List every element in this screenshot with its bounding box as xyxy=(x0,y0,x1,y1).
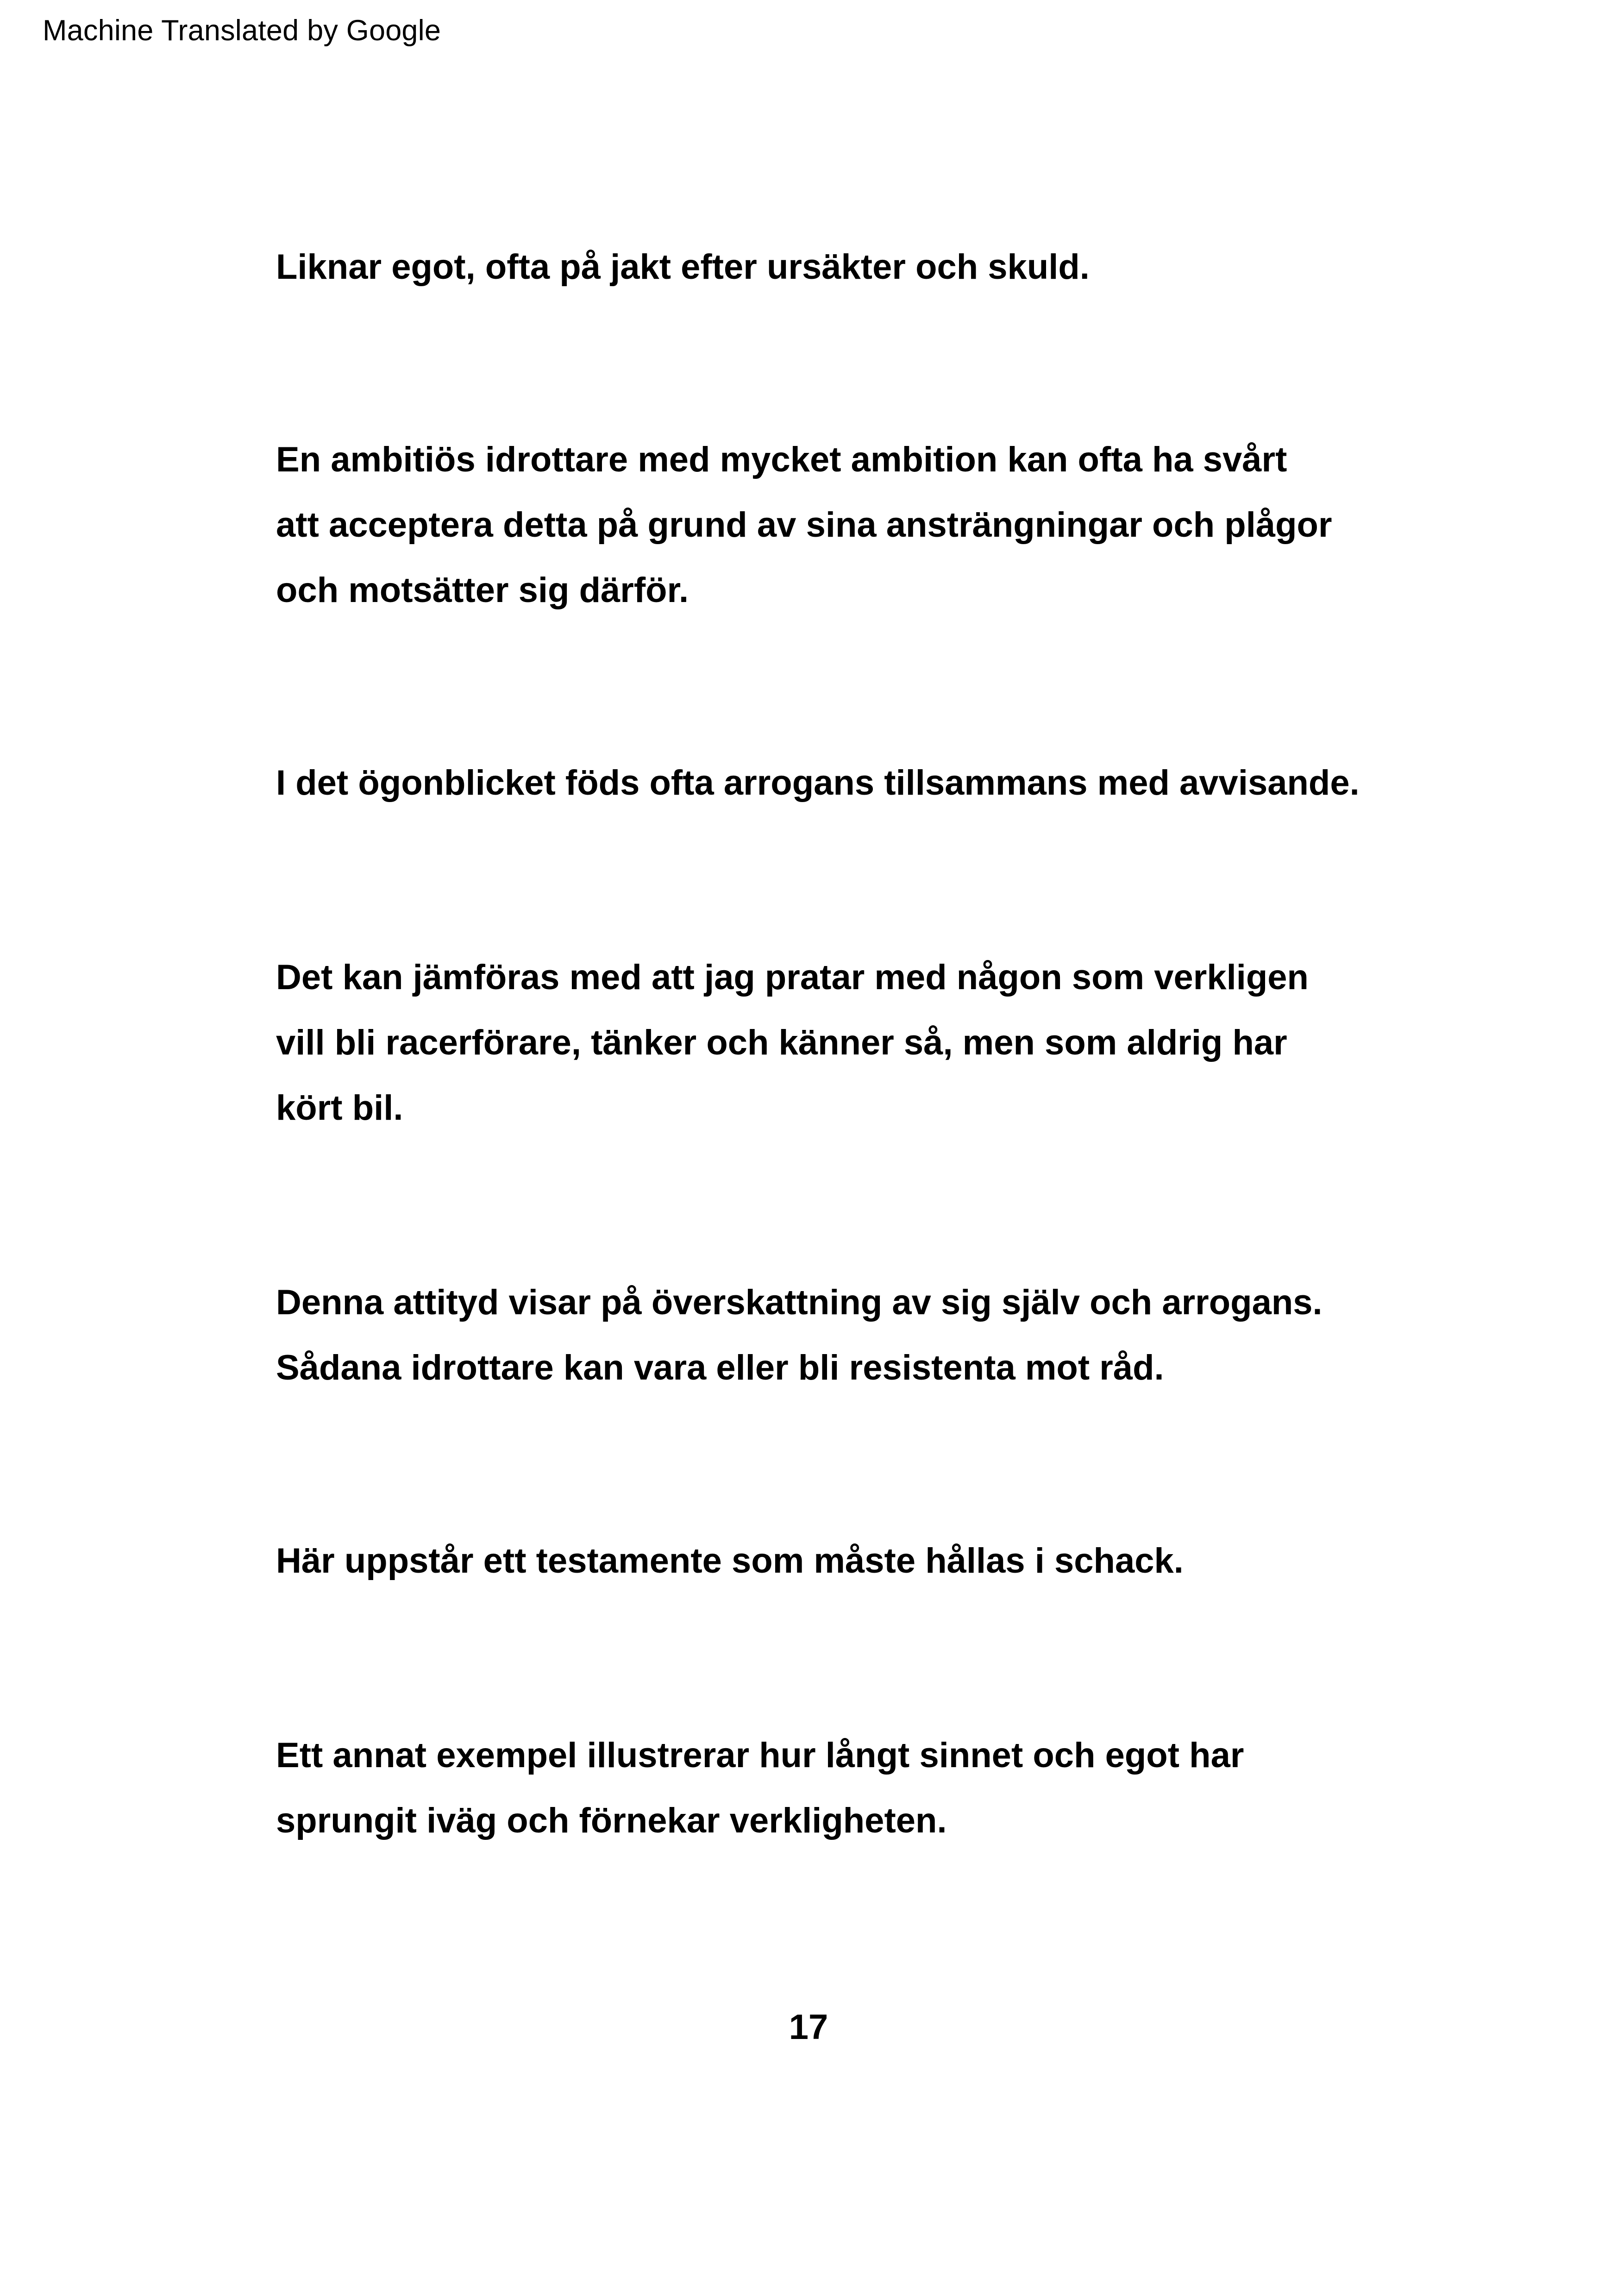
text-line: Ett annat exempel illustrerar hur långt sinnet och egot har xyxy=(276,1736,1244,1775)
text-line: Här uppstår ett testamente som måste hållas i schack. xyxy=(276,1541,1184,1581)
paragraph-3 xyxy=(276,750,1360,816)
page-number: 17 xyxy=(789,2007,828,2047)
paragraph-7 xyxy=(276,1723,1244,1853)
text-line: I det ögonblicket föds ofta arrogans tillsammans med avvisande. xyxy=(276,763,1360,803)
machine-translation-notice: Machine Translated by Google xyxy=(43,14,441,47)
text-line: Liknar egot, ofta på jakt efter ursäkter och skuld. xyxy=(276,247,1090,287)
text-line: Det kan jämföras med att jag pratar med någon som verkligen xyxy=(276,958,1309,997)
text-line: sprungit iväg och förnekar verkligheten. xyxy=(276,1801,947,1840)
paragraph-4 xyxy=(276,945,1309,1141)
text-line: En ambitiös idrottare med mycket ambition kan ofta ha svårt xyxy=(276,440,1287,479)
text-line: vill bli racerförare, tänker och känner så, men som aldrig har xyxy=(276,1023,1287,1062)
text-line: att acceptera detta på grund av sina ansträngningar och plågor xyxy=(276,505,1332,545)
text-line: Sådana idrottare kan vara eller bli resistenta mot råd. xyxy=(276,1348,1164,1387)
paragraph-1 xyxy=(276,234,1090,300)
text-line: Denna attityd visar på överskattning av sig själv och arrogans. xyxy=(276,1283,1322,1322)
paragraph-2 xyxy=(276,427,1332,623)
text-line: kört bil. xyxy=(276,1088,403,1128)
text-line: och motsätter sig därför. xyxy=(276,571,689,610)
paragraph-5 xyxy=(276,1270,1322,1400)
paragraph-6 xyxy=(276,1528,1184,1593)
